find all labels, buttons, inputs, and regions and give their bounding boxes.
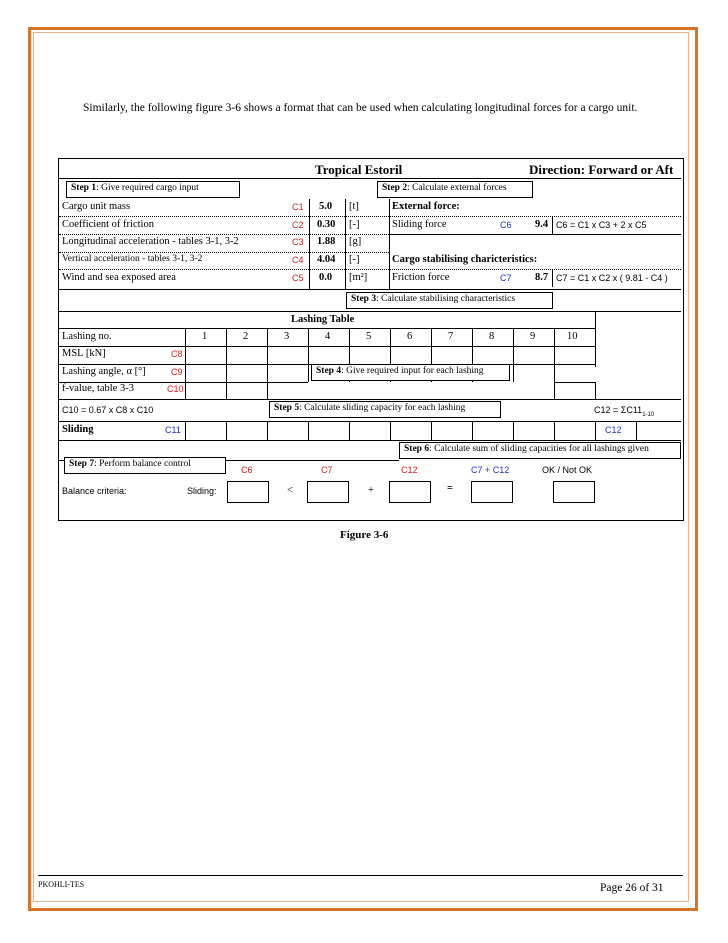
rule [389, 234, 681, 235]
rule [226, 382, 227, 399]
c12-formula [594, 405, 654, 418]
c12-formula-text: C12 = ΣC11 [594, 405, 643, 415]
angle-label: Lashing angle, α [°] [62, 366, 146, 377]
input-unit-c4: [-] [349, 254, 360, 265]
lashing-number-2: 2 [243, 331, 249, 342]
input-label-c4: Vertical acceleration - tables 3-1, 3-2 [62, 254, 203, 264]
lashing-table-title: Lashing Table [291, 314, 355, 325]
balance-sliding-label: Sliding: [187, 486, 217, 496]
balance-code-c12: C12 [401, 465, 418, 475]
sliding-code: C11 [165, 425, 181, 435]
stabilising-heading: Cargo stabilising charicteristics: [392, 254, 538, 265]
rule [59, 289, 681, 290]
rule [59, 216, 389, 217]
rule [59, 269, 389, 270]
footer-rule [38, 875, 683, 876]
step2-num: Step 2 [382, 183, 408, 193]
friction-force-value: 8.7 [535, 272, 549, 283]
input-code-c5: C5 [292, 273, 304, 283]
rule [59, 178, 681, 179]
fvalue-code: C10 [167, 384, 184, 394]
input-label-c2: Coefficient of friction [62, 219, 154, 230]
lashing-number-3: 3 [284, 331, 290, 342]
input-unit-c2: [-] [349, 219, 360, 230]
sliding-force-code: C6 [500, 220, 512, 230]
step5-num: Step 5 [274, 403, 300, 413]
angle-code: C9 [171, 367, 183, 377]
input-unit-c3: [g] [349, 236, 362, 247]
operator-plus: + [368, 485, 374, 496]
rule [389, 199, 390, 289]
msl-code: C8 [171, 349, 183, 359]
rule [226, 421, 227, 440]
rule [59, 421, 681, 422]
rule [226, 328, 227, 382]
step4-text: : Give required input for each lashing [341, 366, 484, 376]
rule [389, 216, 681, 217]
lashing-number-6: 6 [407, 331, 413, 342]
input-unit-c5: [m²] [349, 272, 368, 283]
rule [59, 234, 389, 235]
input-code-c2: C2 [292, 220, 304, 230]
step3-num: Step 3 [351, 294, 377, 304]
lashing-number-4: 4 [325, 331, 331, 342]
friction-force-code: C7 [500, 273, 512, 283]
rule [59, 346, 595, 347]
c12-code: C12 [605, 425, 622, 435]
input-label-c1: Cargo unit mass [62, 201, 131, 212]
balance-box-c12[interactable] [389, 481, 431, 503]
step3-text: : Calculate stabilising characteristics [376, 294, 516, 304]
sliding-force-formula: C6 = C1 x C3 + 2 x C5 [556, 220, 647, 230]
input-value-c5: 0.0 [319, 272, 333, 283]
rule [595, 421, 596, 440]
rule [309, 199, 310, 289]
step3-box [346, 292, 553, 309]
fvalue-label: f-value, table 3-3 [62, 383, 135, 394]
sliding-label: Sliding [62, 424, 94, 435]
rule [513, 421, 514, 440]
rule [59, 440, 681, 441]
rule [431, 421, 432, 440]
rule [185, 421, 186, 440]
step5-box [269, 401, 501, 418]
step6-box [399, 442, 681, 459]
input-value-c1: 5.0 [319, 201, 333, 212]
rule [349, 421, 350, 440]
step1-num: Step 1 [71, 183, 97, 193]
footer-left: PKOHLI-TES [38, 880, 85, 889]
rule [345, 199, 346, 289]
rule [267, 421, 268, 440]
rule [636, 421, 637, 440]
input-unit-c1: [t] [349, 201, 359, 212]
step7-box [64, 457, 226, 474]
rule [267, 382, 268, 399]
rule [472, 421, 473, 440]
friction-force-formula: C7 = C1 x C2 x ( 9.81 - C4 ) [556, 273, 668, 283]
rule [554, 421, 555, 440]
lashing-number-8: 8 [489, 331, 495, 342]
rule [59, 311, 681, 312]
rule [59, 399, 681, 400]
rule [185, 328, 186, 382]
lashing-number-5: 5 [366, 331, 372, 342]
input-label-c5: Wind and sea exposed area [62, 272, 176, 283]
rule [552, 216, 553, 234]
rule [59, 252, 389, 253]
input-code-c4: C4 [292, 255, 304, 265]
operator-equals: = [447, 483, 453, 494]
input-label-c3: Longitudinal acceleration - tables 3-1, 3-2 [62, 236, 239, 247]
input-value-c4: 4.04 [317, 254, 336, 265]
rule [595, 311, 596, 367]
balance-box-c7[interactable] [307, 481, 349, 503]
rule [59, 328, 595, 329]
step2-box [377, 181, 533, 198]
friction-force-label: Friction force [392, 272, 450, 283]
balance-criteria-label: Balance criteria: [62, 486, 127, 496]
balance-code-c7: C7 [321, 465, 333, 475]
sliding-force-value: 9.4 [535, 219, 549, 230]
rule [267, 328, 268, 382]
figure-3-6 [58, 158, 684, 521]
c10-formula: C10 = 0.67 x C8 x C10 [62, 405, 154, 415]
operator-less: < [287, 485, 293, 496]
input-value-c3: 1.88 [317, 236, 336, 247]
lashing-number-10: 10 [567, 331, 578, 342]
step7-num: Step 7 [69, 459, 95, 469]
c12-formula-sub: 1-10 [642, 411, 655, 418]
balance-code-sum: C7 + C12 [471, 465, 510, 475]
step1-text: : Give required cargo input [96, 183, 199, 193]
lashing-number-9: 9 [530, 331, 536, 342]
rule [308, 421, 309, 440]
step2-text: : Calculate external forces [407, 183, 507, 193]
rule [554, 328, 555, 382]
rule [308, 328, 309, 382]
page-number: Page 26 of 31 [600, 882, 664, 894]
balance-code-c6: C6 [241, 465, 253, 475]
balance-box-sum[interactable] [471, 481, 513, 503]
rule [389, 269, 681, 270]
lashing-no-label: Lashing no. [62, 331, 112, 342]
rule [513, 328, 514, 382]
figure-caption: Figure 3-6 [340, 529, 389, 541]
rule [554, 382, 595, 383]
step7-text: : Perform balance control [94, 459, 191, 469]
step4-num: Step 4 [316, 366, 342, 376]
step1-box [66, 181, 240, 198]
input-code-c1: C1 [292, 202, 304, 212]
input-code-c3: C3 [292, 237, 304, 247]
intro-paragraph: Similarly, the following figure 3-6 shows a format that can be used when calculating longitudinal forces for a cargo unit. [83, 102, 638, 114]
step6-num: Step 6 [404, 444, 430, 454]
rule [595, 382, 596, 399]
rule [554, 382, 555, 399]
lashing-number-7: 7 [448, 331, 454, 342]
balance-ok-label: OK / Not OK [542, 465, 593, 475]
balance-box-c6[interactable] [227, 481, 269, 503]
sliding-force-label: Sliding force [392, 219, 447, 230]
step6-text: : Calculate sum of sliding capacities for all lashings given [429, 444, 649, 454]
lashing-number-1: 1 [202, 331, 208, 342]
figure-title: Tropical Estoril [315, 162, 403, 177]
step5-text: : Calculate sliding capacity for each lashing [299, 403, 466, 413]
step4-box [311, 364, 510, 381]
rule [390, 421, 391, 440]
msl-label: MSL [kN] [62, 348, 106, 359]
balance-box-ok[interactable] [553, 481, 595, 503]
external-force-heading: External force: [392, 201, 460, 212]
rule [552, 269, 553, 287]
rule [185, 382, 186, 399]
input-value-c2: 0.30 [317, 219, 336, 230]
figure-direction: Direction: Forward or Aft [529, 162, 674, 177]
